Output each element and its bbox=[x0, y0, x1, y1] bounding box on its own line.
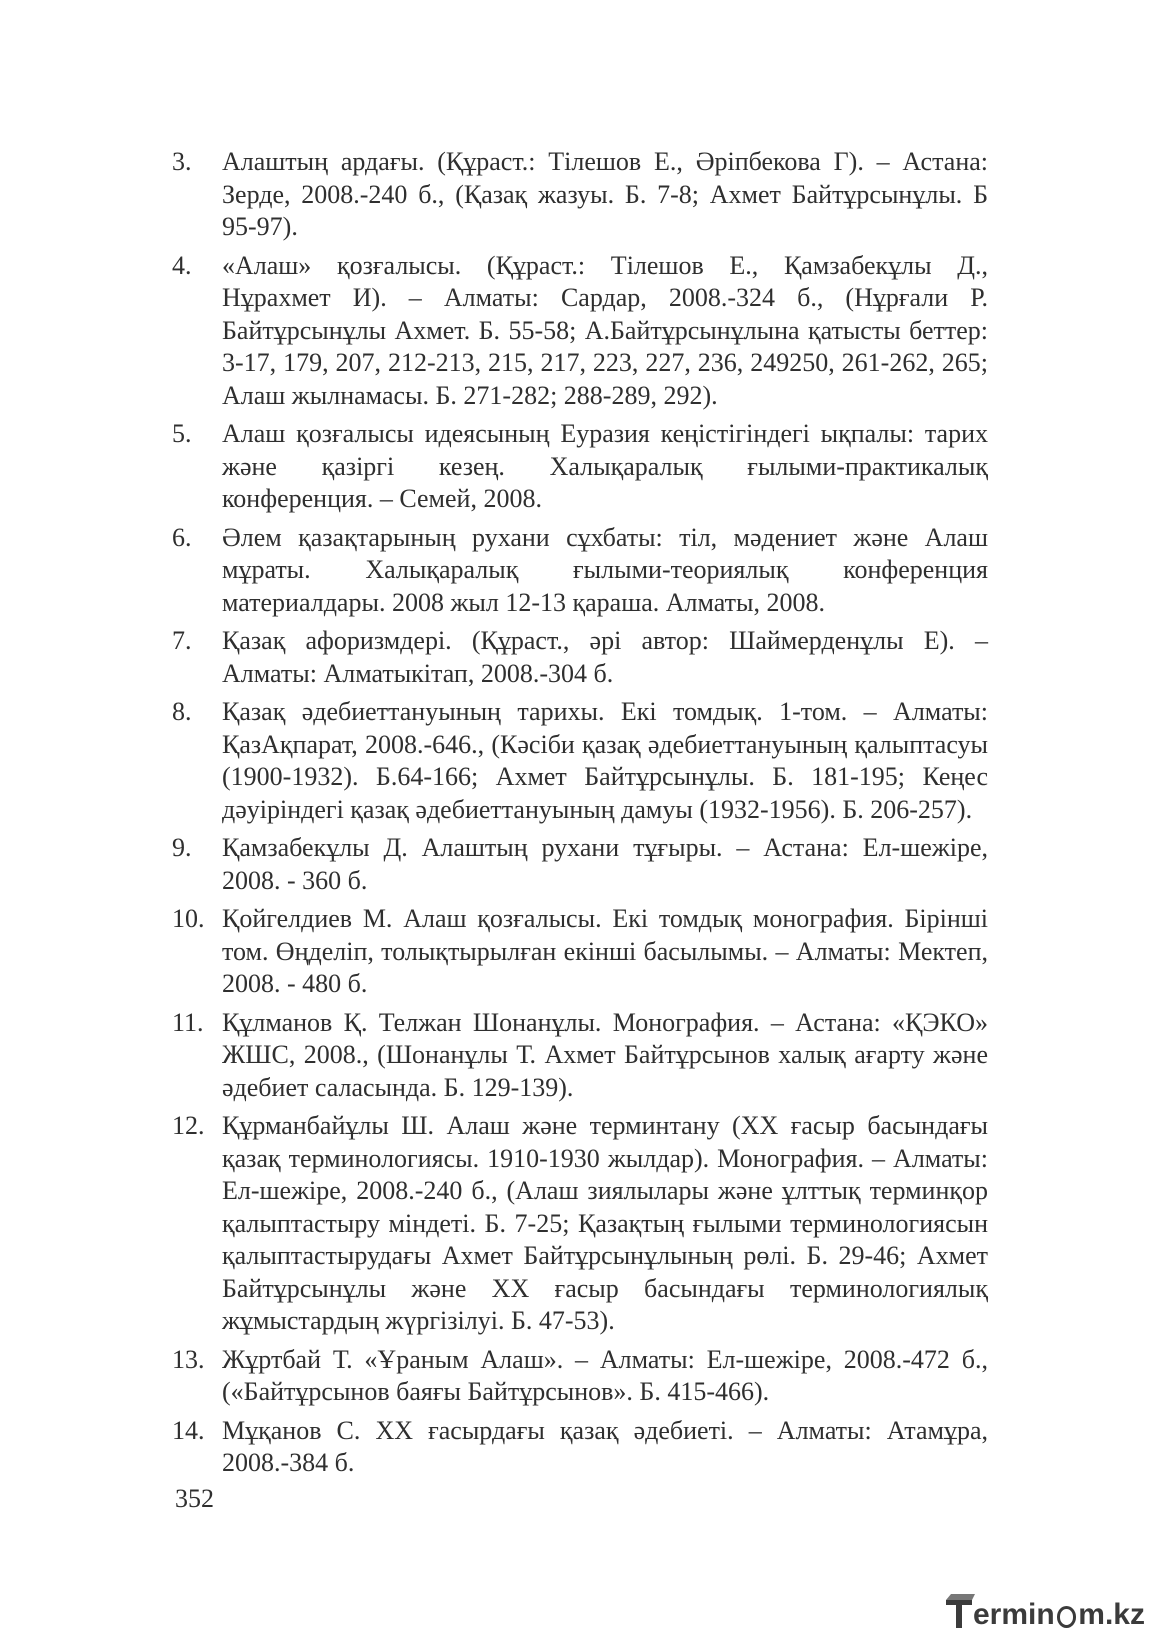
reference-item bbox=[172, 146, 988, 244]
reference-number: 4. bbox=[172, 250, 192, 280]
reference-text: «Алаш» қозғалысы. (Құраст.: Тілешов Е., Қамзабекұлы Д., Нұрахмет И). – Алматы: Сардар, 2008.-324 б., (Нұрғали Р. Байтұрсынұлы Ахмет. Б. 55-58; А.Байтұрсынұлына қатысты беттер: 3-17, 179, 207, 212-213, 215, 217, 223, 227, 236, 249250, 261-262, 265; Алаш жылнамасы. Б. 271-282; 288-289, 292). bbox=[222, 250, 988, 410]
reference-number: 6. bbox=[172, 522, 192, 552]
reference-item bbox=[172, 832, 988, 897]
reference-item bbox=[172, 418, 988, 516]
reference-item bbox=[172, 1415, 988, 1480]
termincom-logo-icon bbox=[945, 1592, 975, 1632]
reference-item bbox=[172, 1110, 988, 1338]
reference-number: 14. bbox=[172, 1415, 205, 1445]
reference-text: Қойгелдиев М. Алаш қозғалысы. Екі томдық монография. Бірінші том. Өңделіп, толықтырылған екінші басылымы. – Алматы: Мектеп, 2008. - 480 б. bbox=[222, 904, 988, 998]
reference-number: 7. bbox=[172, 626, 192, 655]
reference-item bbox=[172, 250, 988, 413]
reference-item bbox=[172, 1344, 988, 1409]
reference-item bbox=[172, 522, 988, 620]
page-number: 352 bbox=[175, 1484, 214, 1513]
reference-text: Жұртбай Т. «Ұраным Алаш». – Алматы: Ел-шежіре, 2008.-472 б., («Байтұрсынов баяғы Байтұрсынов». Б. 415-466). bbox=[222, 1344, 988, 1406]
reference-number: 9. bbox=[172, 833, 192, 862]
reference-item bbox=[172, 1007, 988, 1105]
reference-item bbox=[172, 903, 988, 1001]
reference-text: Қазақ афоризмдері. (Құраст., әрі автор: Шаймерденұлы Е). – Алматы: Алматыкітап, 2008.-304 б. bbox=[222, 626, 988, 688]
reference-number: 11. bbox=[172, 1007, 204, 1037]
termincom-watermark bbox=[945, 1592, 1145, 1632]
reference-text: Құлманов Қ. Телжан Шонанұлы. Монография. – Астана: «ҚЭКО» ЖШС, 2008., (Шонанұлы Т. Ахмет Байтұрсынов халық ағарту және әдебиет саласында. Б. 129-139). bbox=[222, 1007, 988, 1102]
reference-text: Құрманбайұлы Ш. Алаш және терминтану (ХХ ғасыр басындағы қазақ терминологиясы. 1910-1930 жылдар). Монография. – Алматы: Ел-шежіре, 2008.-240 б., (Алаш зиялылары және ұлттық терминқор қалыптастыру міндеті. Б. 7-25; Қазақтың ғылыми терминологиясын қалыптастырудағы Ахмет Байтұрсынұлының рөлі. Б. 29-46; Ахмет Байтұрсынұлы және ХХ ғасыр басындағы терминологиялық жұмыстардың жүргізілуі. Б. 47-53). bbox=[222, 1111, 988, 1335]
reference-number: 10. bbox=[172, 904, 205, 933]
reference-number: 8. bbox=[172, 697, 192, 726]
reference-text: Алаш қозғалысы идеясының Еуразия кеңістігіндегі ықпалы: тарих және қазіргі кезең. Халықаралық ғылыми-практикалық конференция. – Семей, 2008. bbox=[222, 419, 988, 513]
reference-text: Қазақ әдебиеттануының тарихы. Екі томдық. 1-том. – Алматы: ҚазАқпарат, 2008.-646., (Кәсіби қазақ әдебиеттануының қалыптасуы (1900-1932). Б.64-166; Ахмет Байтұрсынұлы. Б. 181-195; Кеңес дәуіріндегі қазақ әдебиеттануының дамуы (1932-1956). Б. 206-257). bbox=[222, 697, 988, 824]
reference-text: Мұқанов С. ХХ ғасырдағы қазақ әдебиеті. – Алматы: Атамұра, 2008.-384 б. bbox=[222, 1415, 988, 1477]
reference-list bbox=[172, 146, 988, 1486]
reference-number: 13. bbox=[172, 1344, 205, 1374]
reference-item bbox=[172, 696, 988, 826]
reference-text: Әлем қазақтарының рухани сұхбаты: тіл, мәдениет және Алаш мұраты. Халықаралық ғылыми-теориялық конференция материалдары. 2008 жыл 12-13 қараша. Алматы, 2008. bbox=[222, 522, 988, 617]
reference-text: Алаштың ардағы. (Құраст.: Тілешов Е., Әріпбекова Г). – Астана: Зерде, 2008.-240 б., (Қазақ жазуы. Б. 7-8; Ахмет Байтұрсынұлы. Б 95-97). bbox=[222, 147, 988, 241]
reference-number: 3. bbox=[172, 147, 192, 176]
reference-text: Қамзабекұлы Д. Алаштың рухани тұғыры. – Астана: Ел-шежіре, 2008. - 360 б. bbox=[222, 833, 988, 895]
reference-number: 12. bbox=[172, 1111, 205, 1140]
watermark-text-after: m.kz bbox=[1078, 1598, 1145, 1631]
watermark-text-before: ermin bbox=[973, 1598, 1055, 1631]
reference-item bbox=[172, 625, 988, 690]
magnifier-icon bbox=[1057, 1606, 1077, 1628]
reference-number: 5. bbox=[172, 419, 192, 448]
